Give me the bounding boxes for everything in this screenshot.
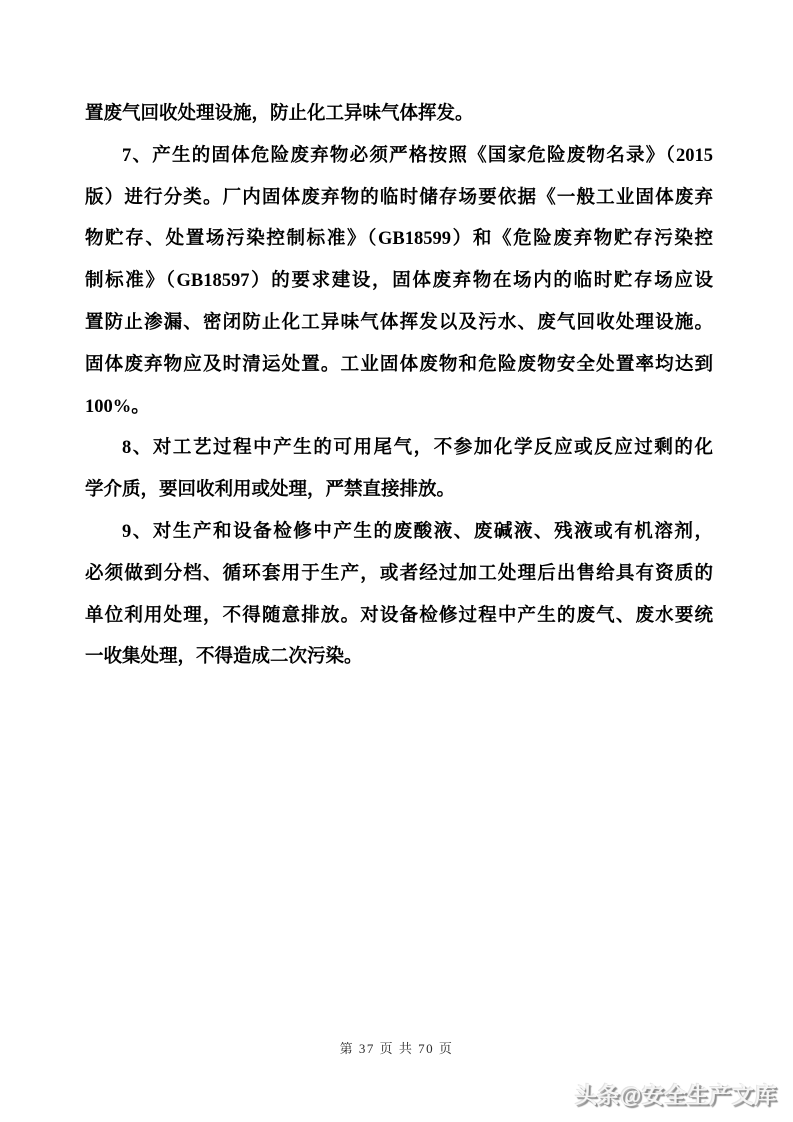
body-text-line: 学介质，要回收利用或处理，严禁直接排放。 [85,480,456,501]
body-text-line: 8、对工艺过程中产生的可用尾气，不参加化学反应或反应过剩的化 [122,438,713,459]
page-number-indicator: 第 37 页 共 70 页 [339,1041,454,1056]
body-text-line: 100%。 [85,396,150,417]
body-text-line: 制标准》（GB18597）的要求建设，固体废弃物在场内的临时贮存场应设 [85,271,713,292]
body-text-line: 物贮存、处置场污染控制标准》（GB18599）和《危险废弃物贮存污染控 [85,229,713,250]
body-text-line: 9、对生产和设备检修中产生的废酸液、废碱液、残液或有机溶剂， [122,521,713,542]
body-text-line: 置废气回收处理设施，防止化工异味气体挥发。 [85,104,474,124]
page-footer [0,1038,793,1057]
body-text-line: 置防止渗漏、密闭防止化工异味气体挥发以及污水、废气回收处理设施。 [85,312,713,333]
body-text-line: 必须做到分档、循环套用于生产，或者经过加工处理后出售给具有资质的 [85,563,713,584]
body-text-line: 一收集处理，不得造成二次污染。 [85,647,363,668]
watermark [575,1079,777,1110]
watermark-text: 头条@安全生产文库 [575,1083,777,1108]
body-text-line: 单位利用处理，不得随意排放。对设备检修过程中产生的废气、废水要统 [85,605,713,626]
document-body [85,94,713,679]
body-text-line: 版）进行分类。厂内固体废弃物的临时储存场要依据《一般工业固体废弃 [85,187,713,208]
body-text-line: 7、产生的固体危险废弃物必须严格按照《国家危险废物名录》（2015 [122,145,713,166]
body-text-line: 固体废弃物应及时清运处置。工业固体废物和危险废物安全处置率均达到 [85,354,713,375]
